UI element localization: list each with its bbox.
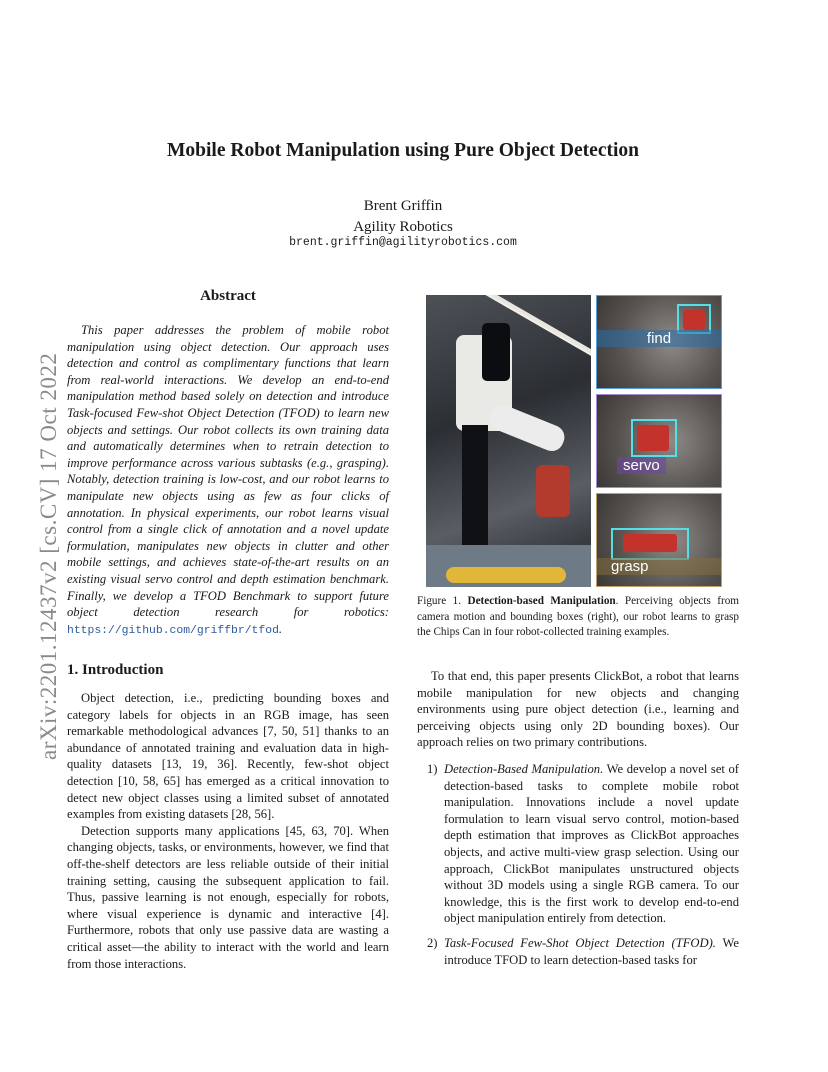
grasp-label: grasp xyxy=(597,558,721,575)
section-heading-introduction: 1. Introduction xyxy=(67,662,164,678)
arxiv-identifier: arXiv:2201.12437v2 [cs.CV] 17 Oct 2022 xyxy=(36,352,61,760)
grasp-panel xyxy=(596,493,722,587)
author-email: brent.griffin@agilityrobotics.com xyxy=(289,236,517,249)
figure-caption: Figure 1. Detection-based Manipulation. Perceiving objects from camera motion and bounding boxes (right), our robot learns to grasp the Chips Can in four robot-collected training examples. xyxy=(417,595,740,638)
list-item: 1) Detection-Based Manipulation. We develop a novel set of detection-based tasks to complete mobile robot manipulation. Innovations include a novel update formulation to learn visual servo control, motion-based depth estimation that improves as ClickBot approaches objects, and active multi-view grasp selection. Using our approach, ClickBot manipulates unstructured objects without 3D models using a single RGB camera. To our knowledge, this is the first work to develop end-to-end object manipulation entirely from detection. xyxy=(427,762,740,926)
contribution-intro: To that end, this paper presents ClickBot, a robot that learns mobile manipulation for new objects and changing environments using pure object detection (i.e., learning and perceiving objects using only 2D bounding boxes). Our approach relies on two primary contributions. xyxy=(417,669,739,750)
list-item: 2) Task-Focused Few-Shot Object Detection (TFOD). We introduce TFOD to learn detection-based tasks for xyxy=(427,936,739,967)
author-block xyxy=(0,196,806,238)
intro-paragraph-2: Detection supports many applications [45, 63, 70]. When changing objects, tasks, or environments, however, we find that off-the-shelf detectors are less reliable outside of their initial training setting, causing the subsequent application to fail. Thus, passive learning is not enough, especially for robots, where visual experience is dynamic and interactive [4]. Furthermore, robots that only use passive data are wasting a critical asset—the ability to interact with the world and learn from those interactions. xyxy=(67,823,389,971)
right-column-body xyxy=(417,668,739,760)
author-affiliation: Agility Robotics xyxy=(353,219,453,235)
abstract-heading: Abstract xyxy=(200,288,256,304)
find-label: find xyxy=(597,330,721,347)
find-panel xyxy=(596,295,722,389)
repo-link[interactable]: https://github.com/griffbr/tfod xyxy=(67,624,279,637)
abstract-body: This paper addresses the problem of mobile robot manipulation using object detection. Our approach uses detection and control as complimentary functions that learn from real-world interactions. We develop an end-to-end manipulation method based solely on detection and introduce Task-focused Few-shot Object Detection (TFOD) to learn new objects and settings. Our robot collects its own training data and automatically determines when to retrain detection to improve performance across various subtasks (e.g., grasping). Notably, detection training is low-cost, and our robot learns to manipulate new objects using as few as four clicks of annotation. In physical experiments, our robot learns visual control from a single click of annotation and a novel update formulation, manipulates new objects in clutter and other mobile settings, and achieves state-of-the-art results on an existing visual servo control and depth estimation benchmark. Finally, we develop a TFOD Benchmark to support future object detection research for robotics: https://github.com/griffbr/tfod. xyxy=(67,323,389,637)
intro-paragraph-1: Object detection, i.e., predicting bounding boxes and category labels for objects in an RGB image, has seen remarkable methodological advances [7, 50, 51] thanks to an abundance of annotated training and evaluation data in high-quality datasets [13, 19, 36]. Recently, few-shot object detection [10, 58, 65] has emerged as a critical innovation to detect new object classes using a limited subset of annotated examples from existing datasets [28, 56]. xyxy=(67,691,389,822)
figure-1 xyxy=(426,295,724,587)
robot-photo xyxy=(426,295,591,587)
paper-title: Mobile Robot Manipulation using Pure Object Detection xyxy=(167,140,639,161)
introduction-body xyxy=(67,690,389,972)
servo-label: servo xyxy=(617,457,666,474)
author-name: Brent Griffin xyxy=(363,198,443,214)
abstract-text: This paper addresses the problem of mobile robot manipulation using object detection. Our approach uses detection and control as complimentary functions that learn from real-world interactions. We develop an end-to-end manipulation method based solely on detection and introduce Task-focused Few-shot Object Detection (TFOD) to learn new objects and settings. Our robot collects its own training data and automatically determines when to retrain detection to improve performance across various subtasks (e.g., grasping). Notably, detection training is low-cost, and our robot learns to manipulate new objects using as few as four clicks of annotation. In physical experiments, our robot learns visual control from a single click of annotation and a novel update formulation, manipulates new objects in clutter and other mobile settings, and achieves state-of-the-art results on an existing visual servo control and depth estimation benchmark. Finally, we develop a TFOD Benchmark to support future object detection research for robotics: xyxy=(67,323,389,620)
servo-panel xyxy=(596,394,722,488)
